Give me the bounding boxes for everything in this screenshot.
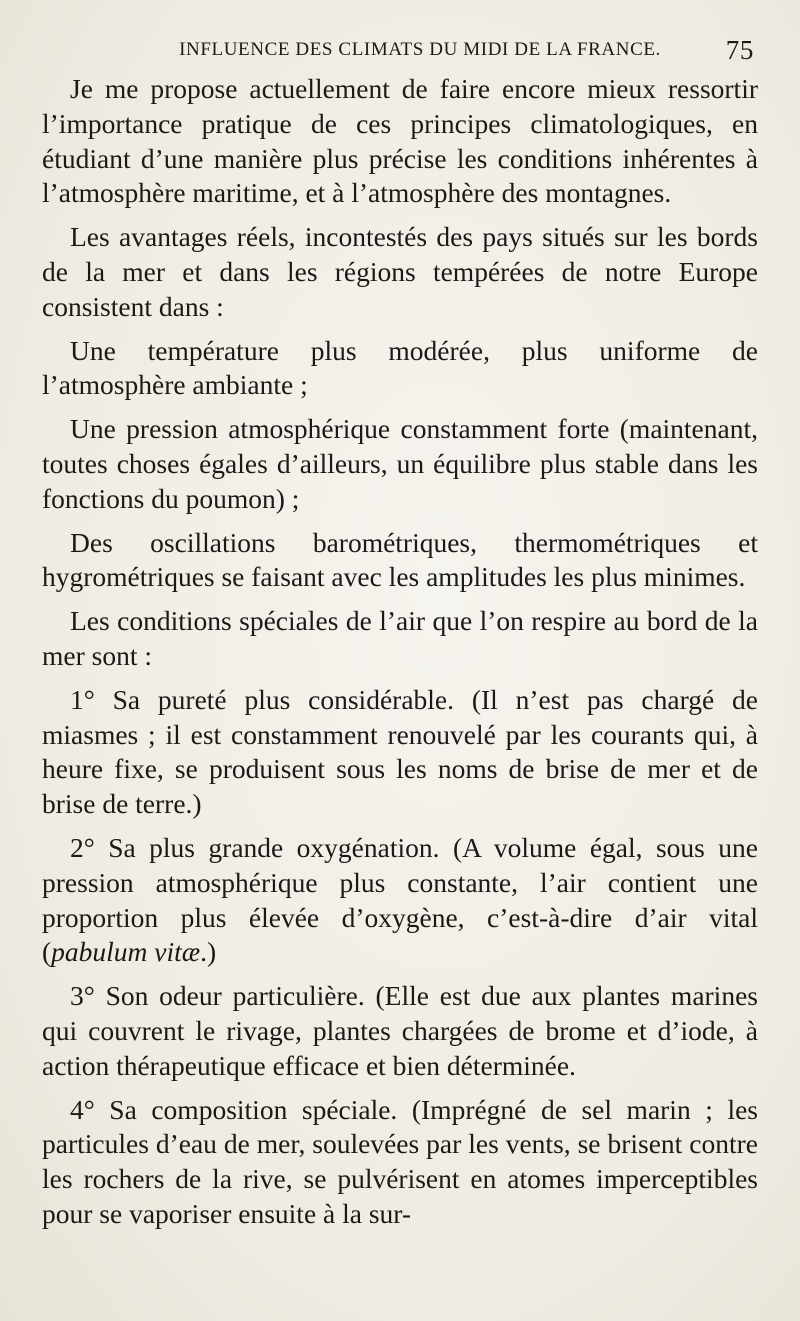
paragraph-oscillations: Des oscillations barométriques, thermométriques et hygrométriques se faisant avec les amplitudes les plus minimes.	[42, 526, 758, 593]
body-text	[42, 72, 758, 1232]
page-number: 75	[725, 35, 754, 65]
running-header	[82, 30, 758, 70]
paragraph-avantages: Les avantages réels, incontestés des pays situés sur les bords de la mer et dans les régions tempérées de notre Europe consistent dans :	[42, 221, 758, 322]
paragraph-intro: Je me propose actuellement de faire encore mieux ressortir l’importance pratique de ces principes climatologiques, en étudiant d’une manière plus précise les conditions inhérentes à l’atmosphère maritime, et à l’atmosphère des montagnes.	[42, 73, 758, 209]
paragraph-temperature: Une température plus modérée, plus uniforme de l’atmosphère ambiante ;	[42, 334, 758, 401]
paragraph-odeur: 3° Son odeur particulière. (Elle est due aux plantes marines qui couvrent le rivage, plantes chargées de brome et d’iode, à action thérapeutique efficace et bien déterminée.	[42, 980, 758, 1081]
paragraph-oxygenation	[42, 831, 758, 970]
paragraph-conditions: Les conditions spéciales de l’air que l’on respire au bord de la mer sont :	[42, 605, 758, 671]
latin-phrase: pabulum vitæ	[51, 936, 201, 968]
paragraph-composition: 4° Sa composition spéciale. (Imprégné de sel marin ; les particules d’eau de mer, soulevées par les vents, se brisent contre les rochers de la rive, se pulvérisent en atomes imperceptibles pour se vaporiser ensuite à la sur-	[42, 1093, 758, 1229]
oxygenation-closing: .)	[200, 936, 217, 968]
paragraph-purete: 1° Sa pureté plus considérable. (Il n’est pas chargé de miasmes ; il est constamment renouvelé par les courants qui, à heure fixe, se produisent sous les noms de brise de mer et de brise de terre.)	[42, 683, 758, 820]
running-title: INFLUENCE DES CLIMATS DU MIDI DE LA FRANCE.	[179, 39, 661, 60]
paragraph-pression: Une pression atmosphérique constamment forte (maintenant, toutes choses égales d’ailleurs, un équilibre plus stable dans les fonctions du poumon) ;	[42, 413, 758, 514]
oxygenation-text: 2° Sa plus grande oxygénation. (A volume égal, sous une pression atmosphérique plus constante, l’air contient une proportion plus élevée d’oxygène, c’est-à-dire d’air vital (	[42, 831, 758, 968]
